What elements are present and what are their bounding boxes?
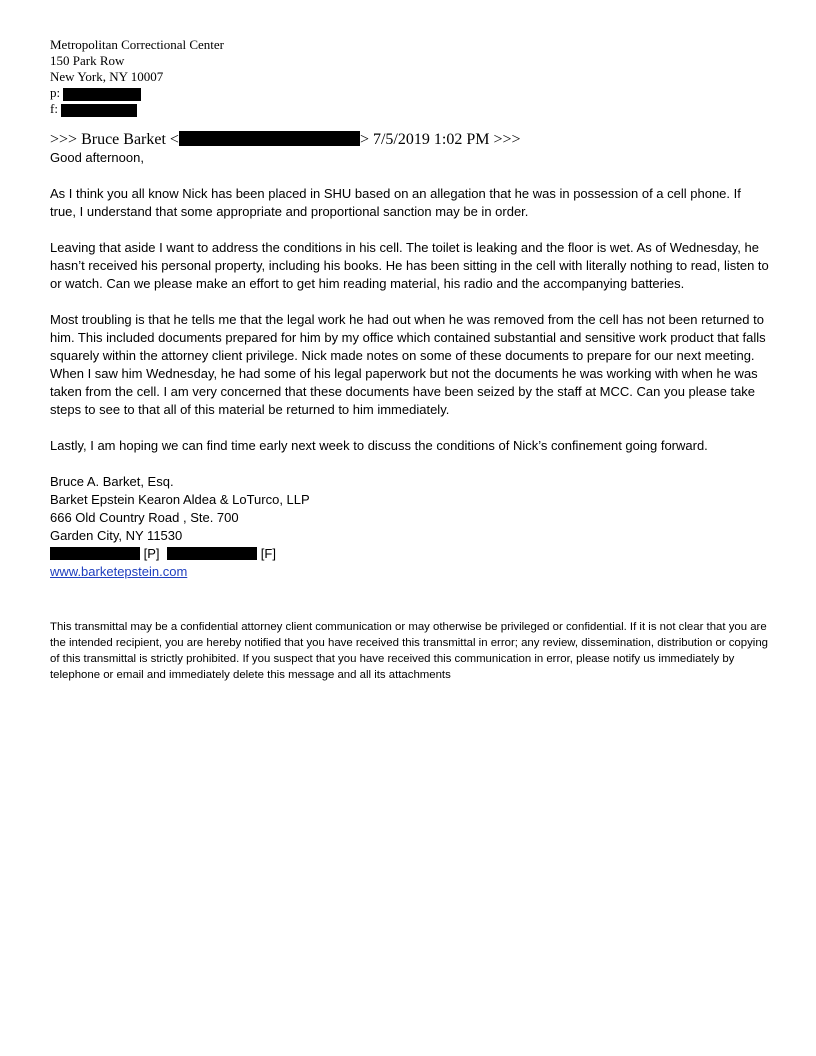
fax-line: [50, 101, 770, 117]
redacted-signature-phone: [50, 547, 140, 560]
paragraph-1: As I think you all know Nick has been placed in SHU based on an allegation that he was in possession of a cell phone. If true, I understand that some appropriate and proportional sanction may be in order.: [50, 186, 741, 219]
signature-city: Garden City, NY 11530: [50, 528, 183, 543]
signature-contact-line: [50, 545, 770, 563]
signature-name: Bruce A. Barket, Esq.: [50, 474, 174, 489]
confidentiality-disclaimer: This transmittal may be a confidential attorney client communication or may otherwise be privileged or confidential. If it is not clear that you are the intended recipient, you are hereby notified that you have received this transmittal in error; any review, dissemination, distribution or copying of this transmittal is strictly prohibited. If you suspect that you have received this communication in error, please notify us immediately by telephone or email and immediately delete this message and all its attachments: [50, 621, 768, 681]
paragraph-3: Most troubling is that he tells me that the legal work he had out when he was removed from the cell has not been returned to him. This included documents prepared for him by my office which contained substantial and sensitive work product that falls squarely within the attorney client privilege. Nick made notes on some of these documents to prepare for our next meeting. When I saw him Wednesday, he had some of his legal paperwork but not the documents he was working with when he was taken from the cell. I am very concerned that these documents have been seized by the staff at MCC. Can you please take steps to see to that all of this material be returned to him immediately.: [50, 312, 766, 417]
fax-tag: [F]: [260, 546, 276, 561]
fax-label: f:: [50, 101, 58, 116]
institution-street: 150 Park Row: [50, 53, 125, 68]
redacted-fax: [61, 104, 137, 117]
greeting: Good afternoon,: [50, 150, 144, 165]
forward-suffix: > 7/5/2019 1:02 PM >>>: [359, 131, 521, 148]
signature-firm: Barket Epstein Kearon Aldea & LoTurco, LLP: [50, 492, 310, 507]
phone-line: [50, 85, 770, 101]
redacted-phone: [63, 88, 141, 101]
paragraph-2: Leaving that aside I want to address the conditions in his cell. The toilet is leaking and the floor is wet. As of Wednesday, he hasn’t received his personal property, including his books. He has been sitting in the cell with literally nothing to read, listen to or watch. Can we please make an effort to get him reading material, his radio and the accompanying batteries.: [50, 240, 769, 291]
forward-line: [50, 131, 770, 149]
email-body: [50, 149, 770, 581]
website-link[interactable]: www.barketepstein.com: [50, 564, 188, 579]
signature-block: [50, 473, 770, 581]
forward-prefix: >>> Bruce Barket <: [50, 131, 179, 148]
phone-label: p:: [50, 85, 61, 100]
institution-city: New York, NY 10007: [50, 69, 164, 84]
institution-name: Metropolitan Correctional Center: [50, 37, 225, 52]
document-page: [50, 37, 770, 683]
facility-header: [50, 37, 770, 117]
redacted-signature-fax: [167, 547, 257, 560]
phone-tag: [P]: [143, 546, 160, 561]
paragraph-4: Lastly, I am hoping we can find time early next week to discuss the conditions of Nick’s confinement going forward.: [50, 438, 708, 453]
signature-address: 666 Old Country Road , Ste. 700: [50, 510, 239, 525]
redacted-email: [179, 131, 360, 146]
